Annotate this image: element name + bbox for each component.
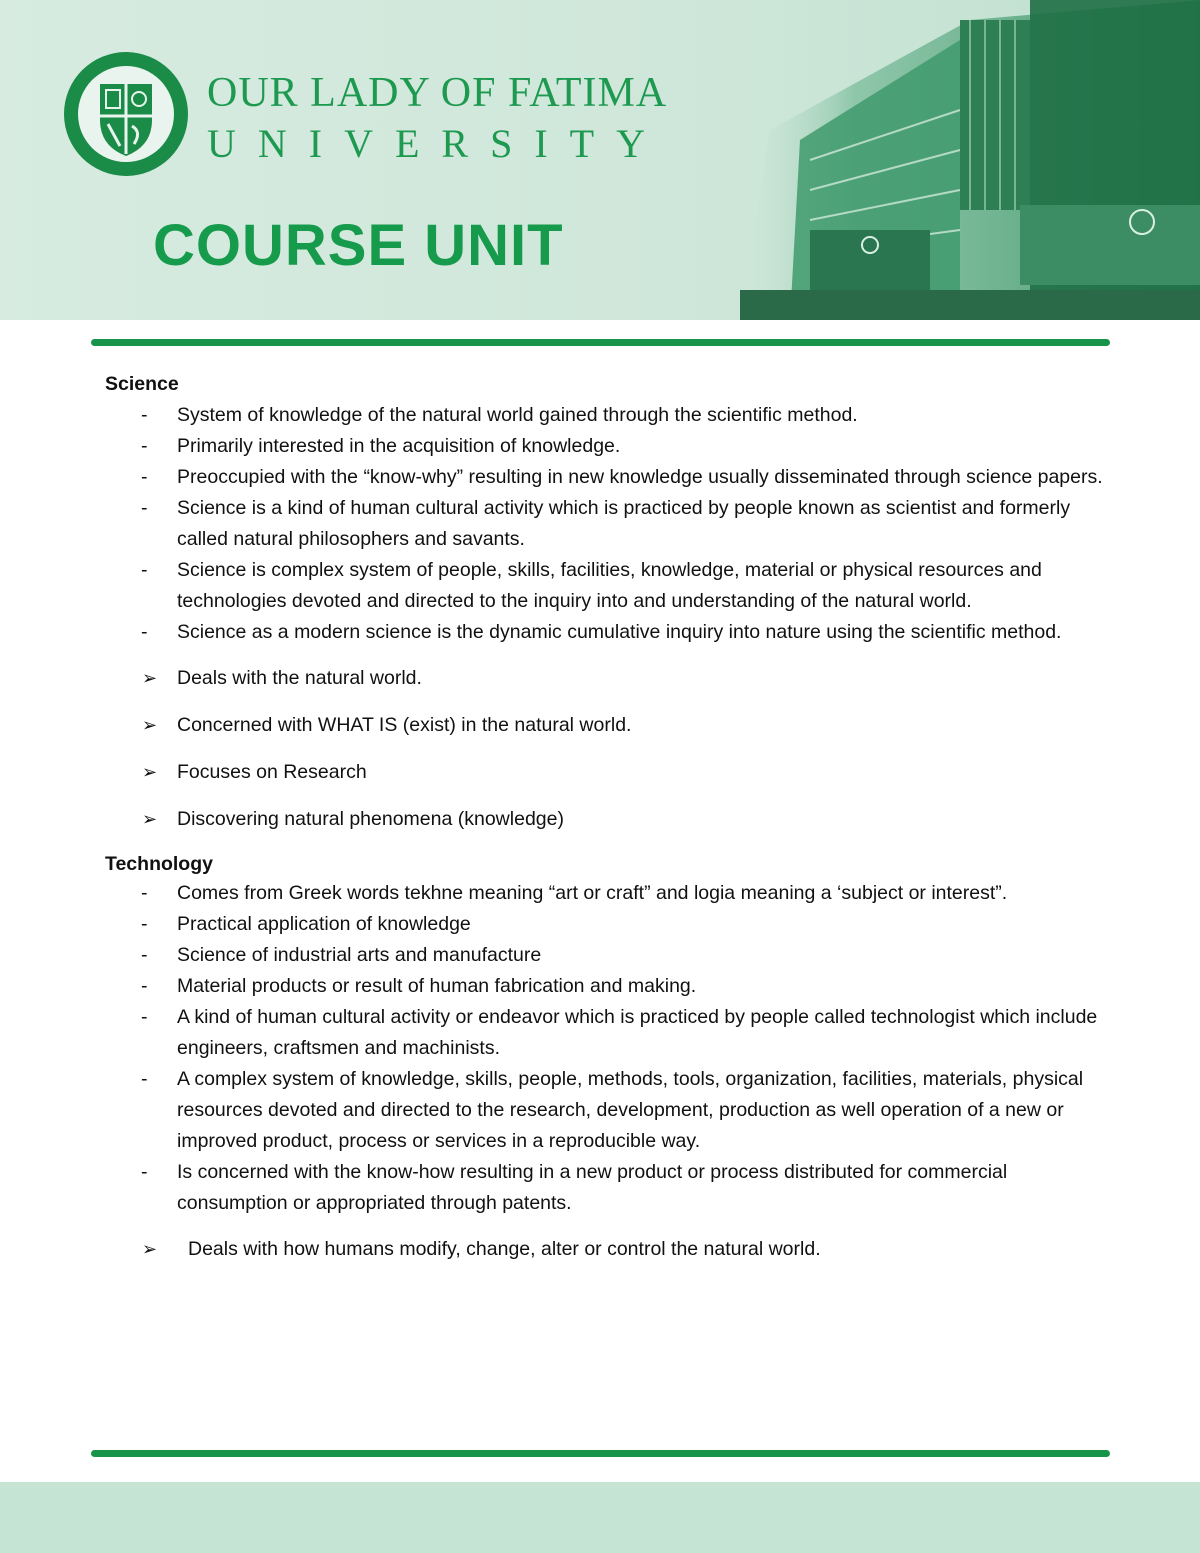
dash-bullet: -	[141, 404, 148, 426]
list-item	[105, 878, 1105, 909]
technology-key-points	[105, 1234, 1105, 1265]
dash-bullet: -	[141, 975, 148, 997]
list-item-text: Science is complex system of people, skills, facilities, knowledge, material or physical resources and technologies devoted and directed to the inquiry into and understanding of the natural world.	[177, 559, 1042, 612]
university-building-image	[730, 0, 1200, 320]
science-key-points	[105, 663, 1105, 835]
list-item-text: Discovering natural phenomena (knowledge)	[177, 808, 564, 830]
dash-bullet: -	[141, 466, 148, 488]
dash-bullet: -	[141, 1068, 148, 1090]
list-item-text: Primarily interested in the acquisition of knowledge.	[177, 435, 621, 457]
list-item	[105, 493, 1105, 555]
list-item-text: A kind of human cultural activity or endeavor which is practiced by people called technologist which include engineers, craftsmen and machinists.	[177, 1006, 1098, 1059]
list-item-text: Science is a kind of human cultural activity which is practiced by people known as scientist and formerly called natural philosophers and savants.	[177, 497, 1071, 550]
list-item-text: Science as a modern science is the dynamic cumulative inquiry into nature using the scientific method.	[177, 621, 1062, 643]
university-name-line1: OUR LADY OF FATIMA	[207, 70, 668, 116]
arrow-bullet-icon: ➢	[142, 809, 158, 829]
list-item	[105, 431, 1105, 462]
document-body	[105, 370, 1105, 1265]
list-item-text: Is concerned with the know-how resulting in a new product or process distributed for commercial consumption or appropriated through patents.	[177, 1161, 1008, 1214]
university-name-line2: UNIVERSITY	[207, 121, 667, 166]
list-item-text: Material products or result of human fabrication and making.	[177, 975, 697, 997]
science-definition-list	[105, 400, 1105, 648]
list-item-text: A complex system of knowledge, skills, people, methods, tools, organization, facilities, materials, physical resources devoted and directed to the research, development, production as well operation of a new or improved product, process or services in a reproducible way.	[177, 1068, 1084, 1152]
arrow-bullet-icon: ➢	[142, 715, 158, 735]
list-item	[105, 909, 1105, 940]
arrow-bullet-icon: ➢	[142, 762, 158, 782]
dash-bullet: -	[141, 1006, 148, 1028]
list-item-text: Science of industrial arts and manufacture	[177, 944, 542, 966]
course-unit-title: COURSE UNIT	[153, 213, 564, 278]
list-item	[105, 710, 1105, 741]
dash-bullet: -	[141, 497, 148, 519]
university-seal-logo	[62, 50, 190, 178]
list-item-text: Preoccupied with the “know-why” resulting in new knowledge usually disseminated through science papers.	[177, 466, 1103, 488]
list-item	[105, 804, 1105, 835]
dash-bullet: -	[141, 913, 148, 935]
list-item-text: Comes from Greek words tekhne meaning “art or craft” and logia meaning a ‘subject or interest”.	[177, 882, 1008, 904]
bottom-divider	[91, 1450, 1110, 1457]
top-divider	[91, 339, 1110, 346]
university-name	[207, 70, 667, 166]
dash-bullet: -	[141, 882, 148, 904]
list-item-text: Deals with the natural world.	[177, 667, 422, 689]
list-item-text: System of knowledge of the natural world gained through the scientific method.	[177, 404, 858, 426]
list-item	[105, 757, 1105, 788]
dash-bullet: -	[141, 559, 148, 581]
list-item	[105, 555, 1105, 617]
dash-bullet: -	[141, 1161, 148, 1183]
list-item-text: Deals with how humans modify, change, alter or control the natural world.	[188, 1238, 821, 1260]
list-item	[105, 940, 1105, 971]
page-header	[0, 0, 1200, 320]
list-item	[105, 462, 1105, 493]
dash-bullet: -	[141, 435, 148, 457]
arrow-bullet-icon: ➢	[142, 668, 158, 688]
arrow-bullet-icon: ➢	[142, 1239, 158, 1259]
dash-bullet: -	[141, 944, 148, 966]
list-item	[105, 617, 1105, 648]
list-item	[105, 1157, 1105, 1219]
science-heading: Science	[105, 373, 179, 395]
technology-heading: Technology	[105, 853, 213, 875]
list-item-text: Focuses on Research	[177, 761, 367, 783]
page-footer-band	[0, 1482, 1200, 1553]
list-item	[105, 971, 1105, 1002]
list-item	[105, 663, 1105, 694]
list-item	[105, 1002, 1105, 1064]
technology-definition-list	[105, 878, 1105, 1219]
list-item	[105, 400, 1105, 431]
list-item	[105, 1234, 1105, 1265]
list-item	[105, 1064, 1105, 1157]
list-item-text: Concerned with WHAT IS (exist) in the natural world.	[177, 714, 632, 736]
dash-bullet: -	[141, 621, 148, 643]
list-item-text: Practical application of knowledge	[177, 913, 471, 935]
